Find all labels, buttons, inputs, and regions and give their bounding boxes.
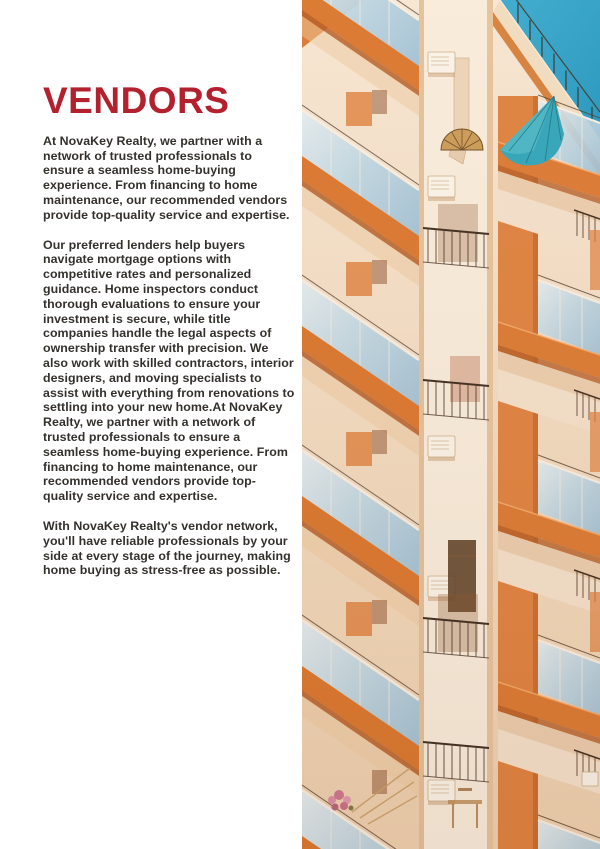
apartment-building-photo [302, 0, 600, 849]
paragraph-closing: With NovaKey Realty's vendor network, you'll have reliable professionals by your side at every stage of the journey, making home buying as stress-free as possible. [43, 518, 291, 578]
photo-tone-overlay [302, 0, 600, 849]
text-column [43, 82, 296, 593]
page-title: VENDORS [43, 80, 230, 121]
paragraph-details: Our preferred lenders help buyers navigate mortgage options with competitive rates and personalized guidance. Home inspectors conduct thorough evaluations to ensure your investment is secure, while title companies handle the legal aspects of ownership transfer with precision. We also work with skilled contractors, interior designers, and moving specialists to assist with everything from renovations to settling into your new home.At NovaKey Realty, we partner with a network of trusted professionals to ensure a seamless home-buying experience. From financing to home maintenance, our recommended vendors provide top-quality service and expertise. [43, 237, 295, 504]
paragraph-intro: At NovaKey Realty, we partner with a network of trusted professionals to ensure a seamless home-buying experience. From financing to home maintenance, our recommended vendors provide top-quality service and expertise. [43, 133, 290, 222]
building-photo-illustration [302, 0, 600, 849]
